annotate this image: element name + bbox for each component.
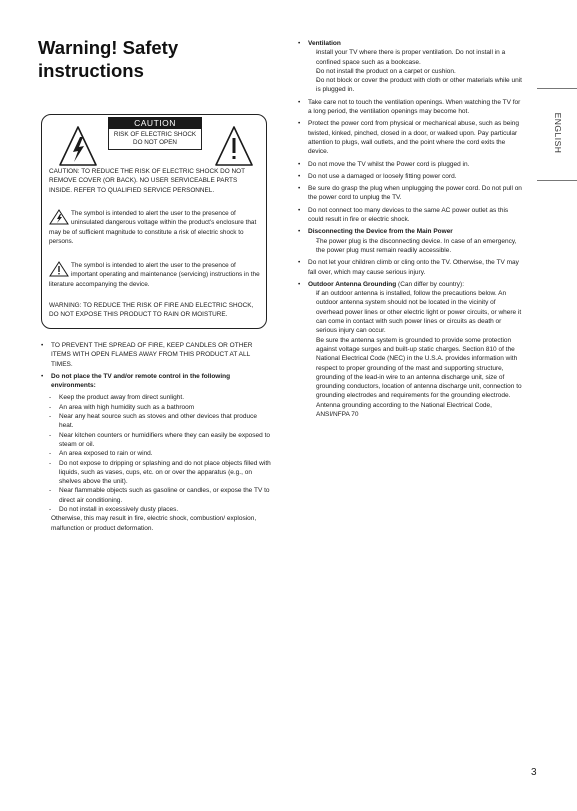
electric-shock-warning-icon [58,125,98,167]
caution-sub-line-1: RISK OF ELECTRIC SHOCK [113,131,197,138]
antenna-heading-suffix: (Can differ by country): [396,280,465,288]
list-item-protect-cord: • Protect the power cord from physical or mechanical abuse, such as being twisted, kinked, pinched, closed in a door, or walked upon. Pay particular attention to plugs, wall outlets, and the point where the cord exits the device. [298,119,524,156]
page-number: 3 [531,767,537,778]
list-item-grasp-plug: • Be sure do grasp the plug when unplugging the power cord. Do not pull on the power cord to unplug the TV. [298,184,524,203]
list-item-outlet: • Do not connect too many devices to the same AC power outlet as this could result in fire or electric shock. [298,206,524,225]
disconnecting-heading: Disconnecting the Device from the Main Power [308,228,453,236]
list-item-fire-spread: • TO PREVENT THE SPREAD OF FIRE, KEEP CANDLES OR OTHER ITEMS WITH OPEN FLAMES AWAY FROM THIS PRODUCT AT ALL TIMES. [41,341,271,369]
env-item: - Do not install in excessively dusty places. [41,505,271,514]
ventilation-item: - Install your TV where there is proper ventilation. Do not install in a confined space such as a bookcase. [308,48,524,67]
side-tab-rule-top [537,88,577,89]
ventilation-item: - Do not block or cover the product with cloth or other materials while unit is plugged in. [308,76,524,95]
antenna-item-continued: Be sure the antenna system is grounded to provide some protection against voltage surges and built-up static charges. Section 810 of the National Electrical Code (NEC) in the U.S.A. provides information with respect to proper grounding of the mast and supporting structure, grounding of the lead-in wire to an antenna discharge unit, size of grounding conductors, location of antenna discharge unit, connection to grounding electrodes and requirements for the grounding electrode. Antenna grounding according to the National Electrical Code, ANSI/NFPA 70 [316,336,522,418]
list-item-vent-openings: • Take care not to touch the ventilation openings. When watching the TV for a long period, the ventilation openings may become hot. [298,98,524,117]
env-item: - Do not expose to dripping or splashing and do not place objects filled with liquids, such as vases, cups, etc. on or over the apparatus (e.g., on shelves above the unit). [41,459,271,487]
env-item: - Near any heat source such as stoves and other devices that produce heat. [41,412,271,431]
caution-text-voltage-symbol [49,209,261,246]
list-item-damaged-cord: • Do not use a damaged or loosely fitting power cord. [298,172,524,181]
page-title [38,36,248,82]
electric-shock-symbol-icon [49,209,69,225]
environments-consequence: Otherwise, this may result in fire, electric shock, combustion/ explosion, malfunction or product deformation. [51,515,257,532]
title-line-1: Warning! Safety [38,37,179,58]
exclamation-warning-icon [214,125,254,167]
caution-text-maintenance-symbol [49,261,261,289]
disconnecting-item: - The power plug is the disconnecting device. In case of an emergency, the power plug must remain readily accessible. [308,237,524,256]
caution-sub-line-2: DO NOT OPEN [133,139,177,146]
caution-text-rain-warning: WARNING: TO REDUCE THE RISK OF FIRE AND ELECTRIC SHOCK, DO NOT EXPOSE THIS PRODUCT TO RAIN OR MOISTURE. [49,302,254,319]
ventilation-item: - Do not install the product on a carpet or cushion. [308,67,524,76]
list-item-children: • Do not let your children climb or cling onto the TV. Otherwise, the TV may fall over, which may cause serious injury. [298,258,524,277]
right-column [298,39,524,422]
left-column [41,341,271,533]
caution-label [108,117,202,150]
antenna-heading: Outdoor Antenna Grounding [308,280,397,288]
ventilation-heading: Ventilation [308,40,341,47]
antenna-item: - If an outdoor antenna is installed, follow the precautions below. An outdoor antenna system should not be located in the vicinity of overhead power lines or other electric light or power circuits, or where it can come in contact with such power lines or circuits as death or serious injury can occur. [308,289,524,335]
caution-text-remove-cover: CAUTION: TO REDUCE THE RISK OF ELECTRIC SHOCK DO NOT REMOVE COVER (OR BACK). NO USER SERVICEABLE PARTS INSIDE. REFER TO QUALIFIED SERVICE PERSONNEL. [49,168,245,194]
caution-box [41,114,267,329]
env-item: - Keep the product away from direct sunlight. [41,393,271,402]
env-item: - Near kitchen counters or humidifiers where they can easily be exposed to steam or oil. [41,431,271,450]
list-item-environments [41,372,271,391]
maintenance-symbol-text: The symbol is intended to alert the user to the presence of important operating and maintenance (servicing) instructions in the literature accompanying the device. [49,262,260,288]
env-item: - An area exposed to rain or wind. [41,449,271,458]
caution-header: CAUTION [108,117,202,129]
env-item: - Near flammable objects such as gasoline or candles, or expose the TV to direct air conditioning. [41,486,271,505]
list-item-antenna [298,280,524,419]
environments-heading: Do not place the TV and/or remote control in the following environments: [51,372,231,390]
side-tab-rule-bottom [537,180,577,181]
env-item: - An area with high humidity such as a bathroom [41,403,271,412]
list-item-disconnecting [298,227,524,255]
list-item-no-move: • Do not move the TV whilst the Power cord is plugged in. [298,160,524,169]
list-item-ventilation [298,39,524,95]
language-tab: ENGLISH [553,112,563,154]
exclamation-symbol-icon [49,261,69,277]
title-line-2: instructions [38,60,144,81]
caution-subtitle [108,129,202,150]
voltage-symbol-text: The symbol is intended to alert the user to the presence of uninsulated dangerous voltage within the product's enclosure that may be of sufficient magnitude to constitute a risk of electric shock to persons. [49,210,257,245]
